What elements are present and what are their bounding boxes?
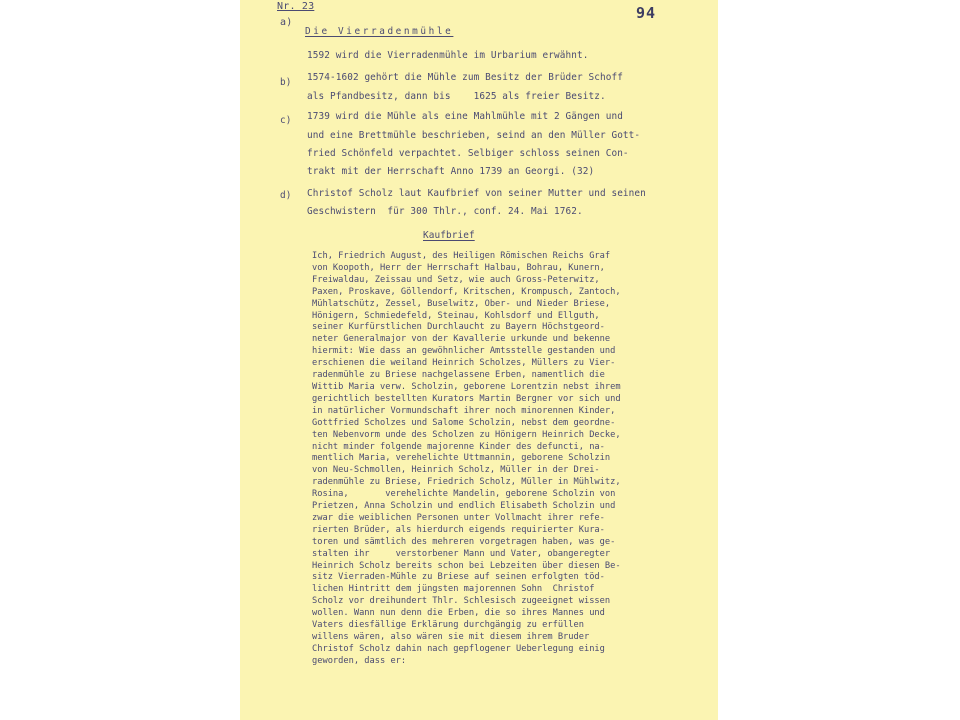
kaufbrief-line: gerichtlich bestellten Kurators Martin Bergner vor sich und (312, 393, 621, 404)
kaufbrief-line: von Koopoth, Herr der Herrschaft Halbau, Bohrau, Kunern, (312, 262, 605, 273)
kaufbrief-line: radenmühle zu Briese nachgelassene Erben, namentlich die (312, 370, 605, 381)
kaufbrief-line: Prietzen, Anna Scholzin und endlich Elisabeth Scholzin und (312, 501, 616, 512)
kaufbrief-line: Gottfried Scholzes und Salome Scholzin, nebst dem geordne- (312, 417, 616, 428)
document-page (240, 0, 718, 720)
kaufbrief-line: radenmühle zu Briese, Friedrich Scholz, Müller in Mühlwitz, (312, 477, 621, 488)
kaufbrief-line: Paxen, Proskave, Göllendorf, Kritschen, Krompusch, Zantoch, (312, 286, 621, 297)
item-label-d: d) (280, 190, 292, 201)
kaufbrief-line: Scholz vor dreihundert Thlr. Schlesisch zugeeignet wissen (312, 596, 611, 607)
page-number: 94 (636, 4, 657, 22)
kaufbrief-line: Ich, Friedrich August, des Heiligen Römischen Reichs Graf (312, 251, 611, 261)
item-d-line-2: Geschwistern für 300 Thlr., conf. 24. Mai 1762. (307, 206, 583, 217)
item-label-a: a) (280, 17, 293, 28)
item-b-line-2: als Pfandbesitz, dann bis 1625 als freier Besitz. (307, 91, 606, 102)
item-label-b: b) (280, 77, 292, 88)
kaufbrief-line: Vaters diesfällige Erklärung durchgängig zu erfüllen (312, 620, 584, 631)
item-label-c: c) (280, 115, 292, 126)
kaufbrief-line: in natürlicher Vormundschaft ihrer noch minorennen Kinder, (312, 405, 616, 416)
document-number: Nr. 23 (277, 1, 315, 12)
kaufbrief-line: Christof Scholz dahin nach gepflogener Ueberlegung einig (312, 643, 605, 654)
kaufbrief-line: ten Nebenvorm unde des Scholzen zu Hönigern Heinrich Decke, (312, 429, 621, 440)
kaufbrief-heading: Kaufbrief (423, 230, 475, 241)
kaufbrief-line: toren und sämtlich des mehreren vorgetragen haben, was ge- (312, 536, 616, 547)
kaufbrief-body (312, 251, 712, 668)
kaufbrief-line: Hönigern, Schmiedefeld, Steinau, Kohlsdorf und Ellguth, (312, 310, 600, 321)
kaufbrief-line: Mühlatschütz, Zessel, Buselwitz, Ober- und Nieder Briese, (312, 298, 611, 309)
kaufbrief-line: stalten ihr verstorbener Mann und Vater, obangeregter (312, 548, 611, 559)
kaufbrief-line: erschienen die weiland Heinrich Scholzes, Müllers zu Vier- (312, 358, 616, 369)
kaufbrief-line: Wittib Maria verw. Scholzin, geborene Lorentzin nebst ihrem (312, 381, 621, 392)
kaufbrief-line: neter Generalmajor von der Kavallerie urkunde und bekenne (312, 334, 611, 345)
document-title: Die Vierradenmühle (305, 26, 454, 37)
kaufbrief-line: willens wären, also wären sie mit diesem ihrem Bruder (312, 632, 590, 642)
kaufbrief-line: seiner Kurfürstlichen Durchlaucht zu Bayern Höchstgeord- (312, 322, 605, 333)
item-c-line-3: fried Schönfeld verpachtet. Selbiger schloss seinen Con- (307, 148, 629, 159)
kaufbrief-line: Freiwaldau, Zeissau und Setz, wie auch Gross-Peterwitz, (312, 274, 600, 285)
kaufbrief-line: zwar die weiblichen Personen unter Vollmacht ihrer refe- (312, 512, 605, 523)
kaufbrief-line: lichen Hintritt dem jüngsten majorennen Sohn Christof (312, 584, 595, 595)
kaufbrief-line: Heinrich Scholz bereits schon bei Lebzeiten über diesen Be- (312, 560, 621, 571)
kaufbrief-line: rierten Brüder, als hierdurch eigends requirierter Kura- (312, 524, 605, 535)
kaufbrief-line: Rosina, verehelichte Mandelin, geborene Scholzin von (312, 489, 616, 500)
item-a-line-1: 1592 wird die Vierradenmühle im Urbarium erwähnt. (307, 50, 589, 61)
kaufbrief-line: geworden, dass er: (312, 655, 407, 666)
kaufbrief-line: nicht minder folgende majorenne Kinder des defuncti, na- (312, 441, 605, 452)
item-b-line-1: 1574-1602 gehört die Mühle zum Besitz der Brüder Schoff (307, 72, 623, 83)
kaufbrief-line: von Neu-Schmollen, Heinrich Scholz, Müller in der Drei- (312, 465, 600, 476)
item-c-line-2: und eine Brettmühle beschrieben, seind an den Müller Gott- (307, 130, 641, 141)
kaufbrief-line: wollen. Wann nun denn die Erben, die so ihres Mannes und (312, 608, 605, 619)
kaufbrief-line: hiermit: Wie dass an gewöhnlicher Amtsstelle gestanden und (312, 346, 616, 357)
kaufbrief-line: sitz Vierraden-Mühle zu Briese auf seinen erfolgten töd- (312, 572, 605, 583)
item-c-line-4: trakt mit der Herrschaft Anno 1739 an Georgi. (32) (307, 166, 595, 177)
item-d-line-1: Christof Scholz laut Kaufbrief von seiner Mutter und seinen (307, 188, 646, 199)
item-c-line-1: 1739 wird die Mühle als eine Mahlmühle mit 2 Gängen und (307, 111, 623, 122)
kaufbrief-line: mentlich Maria, verehelichte Uttmannin, geborene Scholzin (312, 453, 611, 464)
